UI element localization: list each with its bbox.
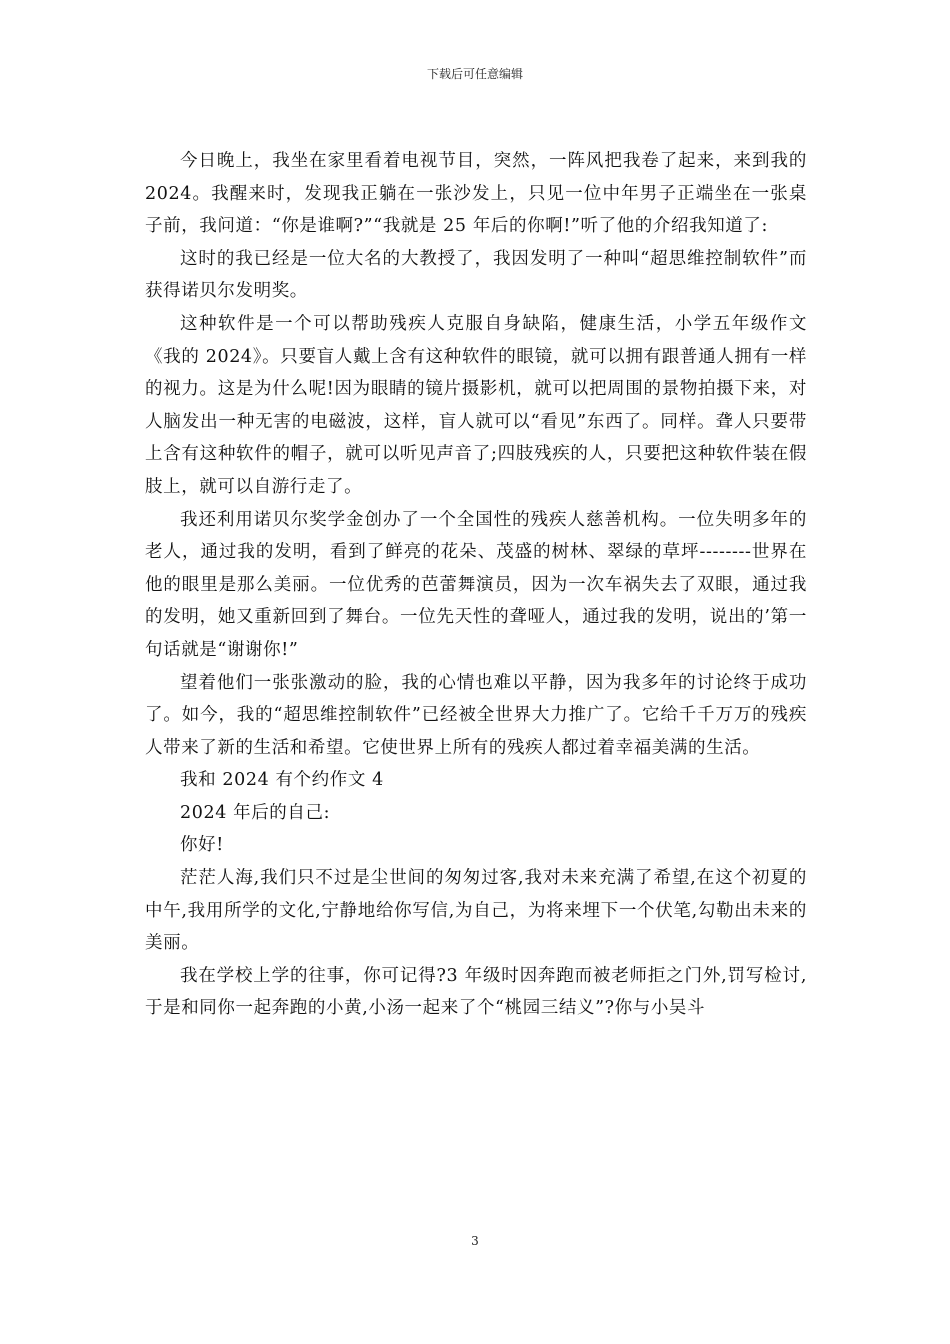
paragraph-7: 我在学校上学的往事，你可记得?3 年级时因奔跑而被老师拒之门外,罚写检讨,于是和同你一起奔跑的小黄,小汤一起来了个“桃园三结义”?你与小吴斗 <box>145 965 807 1019</box>
paragraph-2: 这时的我已经是一位大名的大教授了，我因发明了一种叫“超思维控制软件”而获得诺贝尔发明奖。 <box>145 248 807 302</box>
paragraph-3: 这种软件是一个可以帮助残疾人克服自身缺陷，健康生活，小学五年级作文《我的 2024》。只要盲人戴上含有这种软件的眼镜，就可以拥有跟普通人拥有一样的视力。这是为什么呢!因为眼睛的镜片摄影机，就可以把周围的景物拍摄下来，对人脑发出一种无害的电磁波，这样，盲人就可以“看见”东西了。同样。聋人只要带上含有这种软件的帽子，就可以听见声音了;四肢残疾的人，只要把这种软件装在假肢上，就可以自游行走了。 <box>145 313 807 497</box>
essay-title: 我和 2024 有个约作文 4 <box>180 770 384 791</box>
letter-greeting: 你好! <box>180 835 224 856</box>
page-number: 3 <box>471 1234 479 1248</box>
paragraph-6: 茫茫人海,我们只不过是尘世间的匆匆过客,我对未来充满了希望,在这个初夏的中午,我用所学的文化,宁静地给你写信,为自己，为将来埋下一个伏笔,勾勒出未来的美丽。 <box>145 868 807 954</box>
paragraph-1: 今日晚上，我坐在家里看着电视节目，突然，一阵风把我卷了起来，来到我的 2024。我醒来时，发现我正躺在一张沙发上，只见一位中年男子正端坐在一张桌子前，我问道：“你是谁啊?”“我就是 25 年后的你啊!”听了他的介绍我知道了: <box>145 151 807 237</box>
paragraph-4: 我还利用诺贝尔奖学金创办了一个全国性的残疾人慈善机构。一位失明多年的老人，通过我的发明，看到了鲜亮的花朵、茂盛的树林、翠绿的草坪--------世界在他的眼里是那么美丽。一位优秀的芭蕾舞演员，因为一次车祸失去了双眼，通过我的发明，她又重新回到了舞台。一位先天性的聋哑人，通过我的发明，说出的’第一句话就是“谢谢你!” <box>145 509 807 660</box>
page-header: 下载后可任意编辑 <box>426 67 523 81</box>
letter-salutation: 2024 年后的自己: <box>180 802 331 823</box>
paragraph-5: 望着他们一张张激动的脸，我的心情也难以平静，因为我多年的讨论终于成功了。如今，我的“超思维控制软件”已经被全世界大力推广了。它给千千万万的残疾人带来了新的生活和希望。它使世界上所有的残疾人都过着幸福美满的生活。 <box>145 672 807 758</box>
document-body <box>145 145 807 1025</box>
